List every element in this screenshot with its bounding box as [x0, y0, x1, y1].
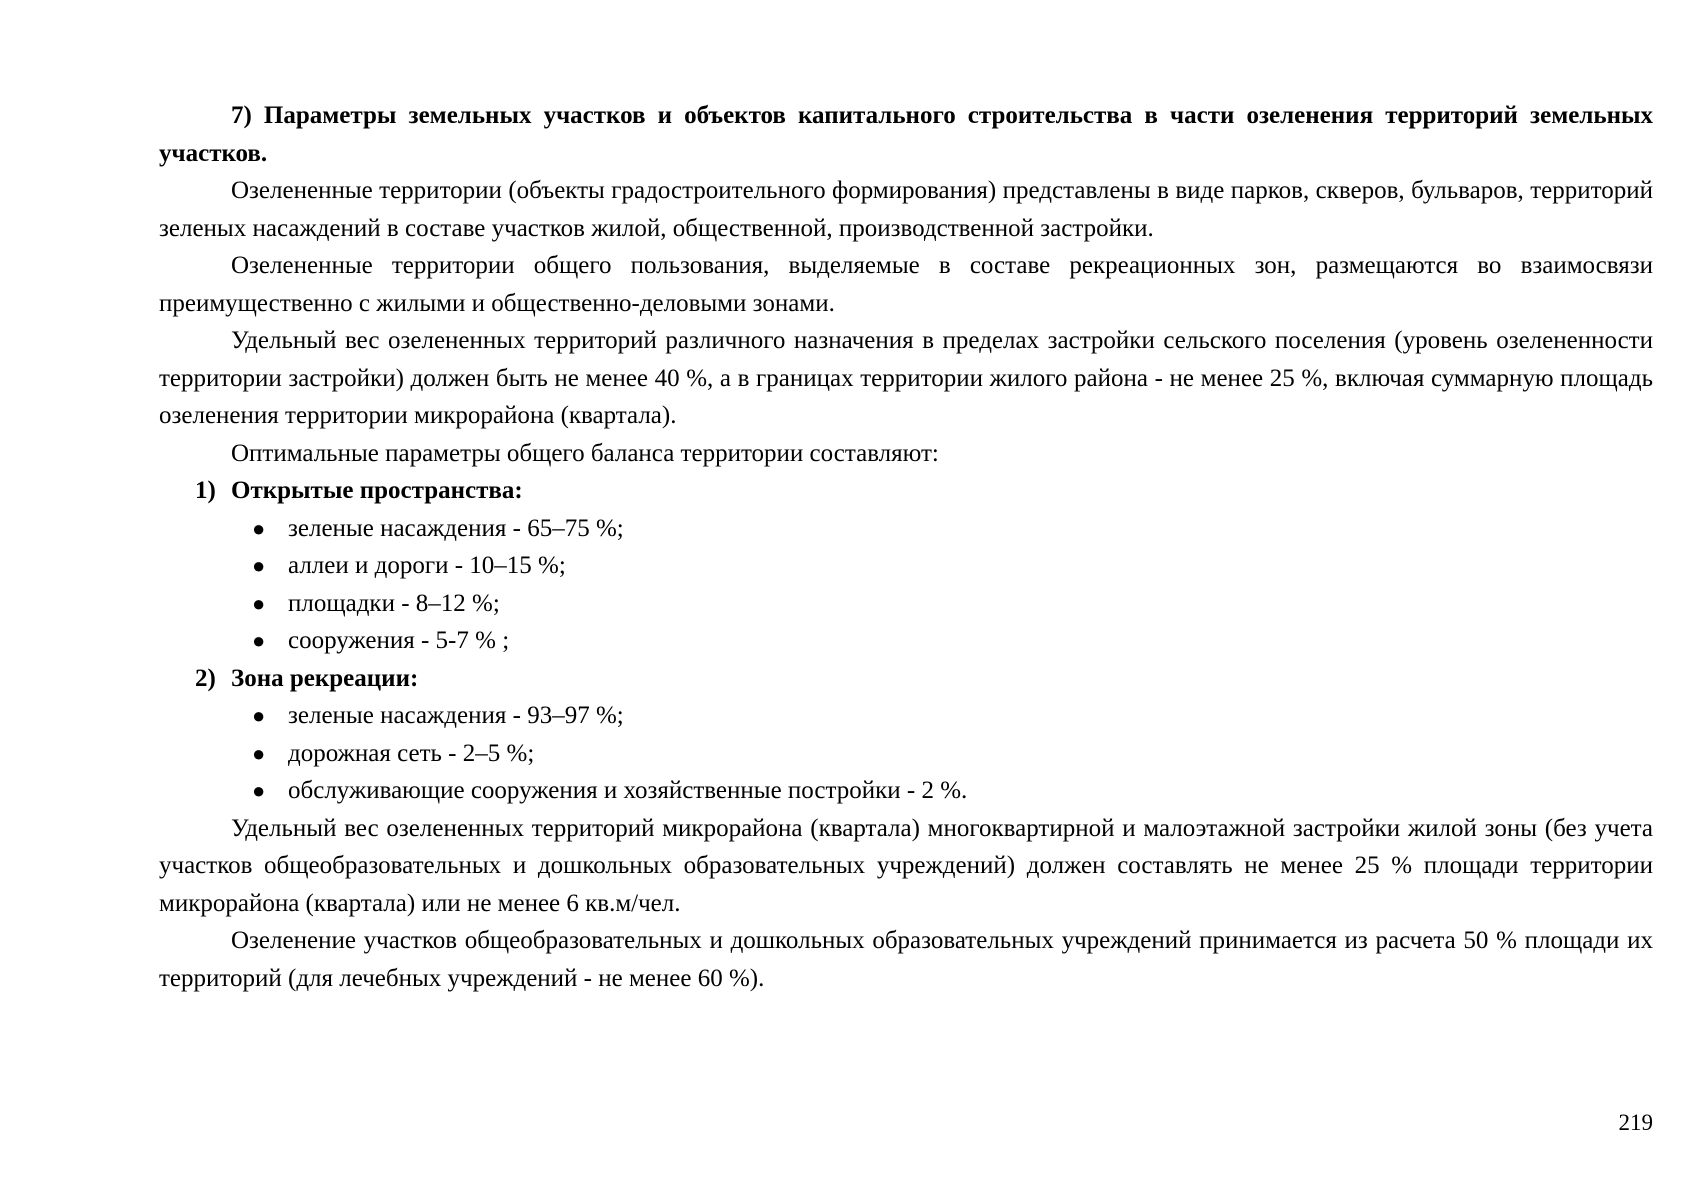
paragraph-green-share: Удельный вес озелененных территорий различного назначения в пределах застройки сельского поселения (уровень озелененности территории застройки) должен быть не менее 40 %, а в границах территории жилого района - не менее 25 %, включая суммарную площадь озеленения территории микрорайона (квартала).: [159, 327, 1653, 429]
bullet-icon: ●: [252, 515, 266, 541]
list-item: [252, 585, 1653, 623]
section-heading: 7) Параметры земельных участков и объектов капитального строительства в части озеленения территорий земельных участков.: [159, 102, 1653, 167]
page-number: 219: [1618, 1110, 1653, 1135]
bullet-icon: ●: [252, 778, 266, 803]
bullet-icon: ●: [252, 590, 266, 616]
bullet-icon: ●: [252, 553, 266, 578]
list-item: [252, 622, 1653, 660]
paragraph-public-green-areas: Озелененные территории общего пользования, выделяемые в составе рекреационных зон, размещаются во взаимосвязи преимущественно с жилыми и общественно-деловыми зонами.: [159, 252, 1653, 317]
list-item: [252, 772, 1653, 810]
list-number: 1): [195, 477, 216, 504]
list-item: [252, 697, 1653, 735]
list-item-text: зеленые насаждения - 65–75 %;: [288, 514, 624, 542]
list-number: 2): [195, 664, 216, 692]
recreation-zone-list: [159, 697, 1653, 810]
list-item: [252, 735, 1653, 773]
list-item-text: площадки - 8–12 %;: [288, 589, 500, 617]
list-item-text: дорожная сеть - 2–5 %;: [288, 739, 535, 767]
list-title-label: Зона рекреации:: [231, 664, 419, 692]
paragraph-green-territories: Озелененные территории (объекты градостроительного формирования) представлены в виде парков, скверов, бульваров, территорий зеленых насаждений в составе участков жилой, общественной, производственной застройки.: [159, 177, 1653, 242]
bullet-icon: ●: [252, 740, 266, 766]
open-spaces-list: [159, 510, 1653, 660]
paragraph-school-greening: Озеленение участков общеобразовательных и дошкольных образовательных учреждений принимается из расчета 50 % площади их территорий (для лечебных учреждений - не менее 60 %).: [159, 927, 1653, 992]
list-item-text: обслуживающие сооружения и хозяйственные постройки - 2 %.: [288, 777, 968, 804]
list-item-text: зеленые насаждения - 93–97 %;: [288, 702, 624, 729]
bullet-icon: ●: [252, 703, 266, 728]
bullet-icon: ●: [252, 628, 266, 653]
paragraph-microdistrict-green-share: Удельный вес озелененных территорий микрорайона (квартала) многоквартирной и малоэтажной застройки жилой зоны (без учета участков общеобразовательных и дошкольных образовательных учреждений) должен составлять не менее 25 % площади территории микрорайона (квартала) или не менее 6 кв.м/чел.: [159, 814, 1653, 917]
list-title-recreation-zone: [159, 660, 1653, 698]
list-item: [252, 510, 1653, 548]
list-title-open-spaces: [159, 472, 1653, 510]
list-title-label: Открытые пространства:: [231, 477, 523, 504]
list-item: [252, 547, 1653, 585]
paragraph-balance-intro: Оптимальные параметры общего баланса территории составляют:: [231, 439, 939, 467]
document-page: [159, 97, 1653, 997]
list-item-text: аллеи и дороги - 10–15 %;: [288, 552, 566, 579]
list-item-text: сооружения - 5-7 % ;: [288, 627, 510, 654]
